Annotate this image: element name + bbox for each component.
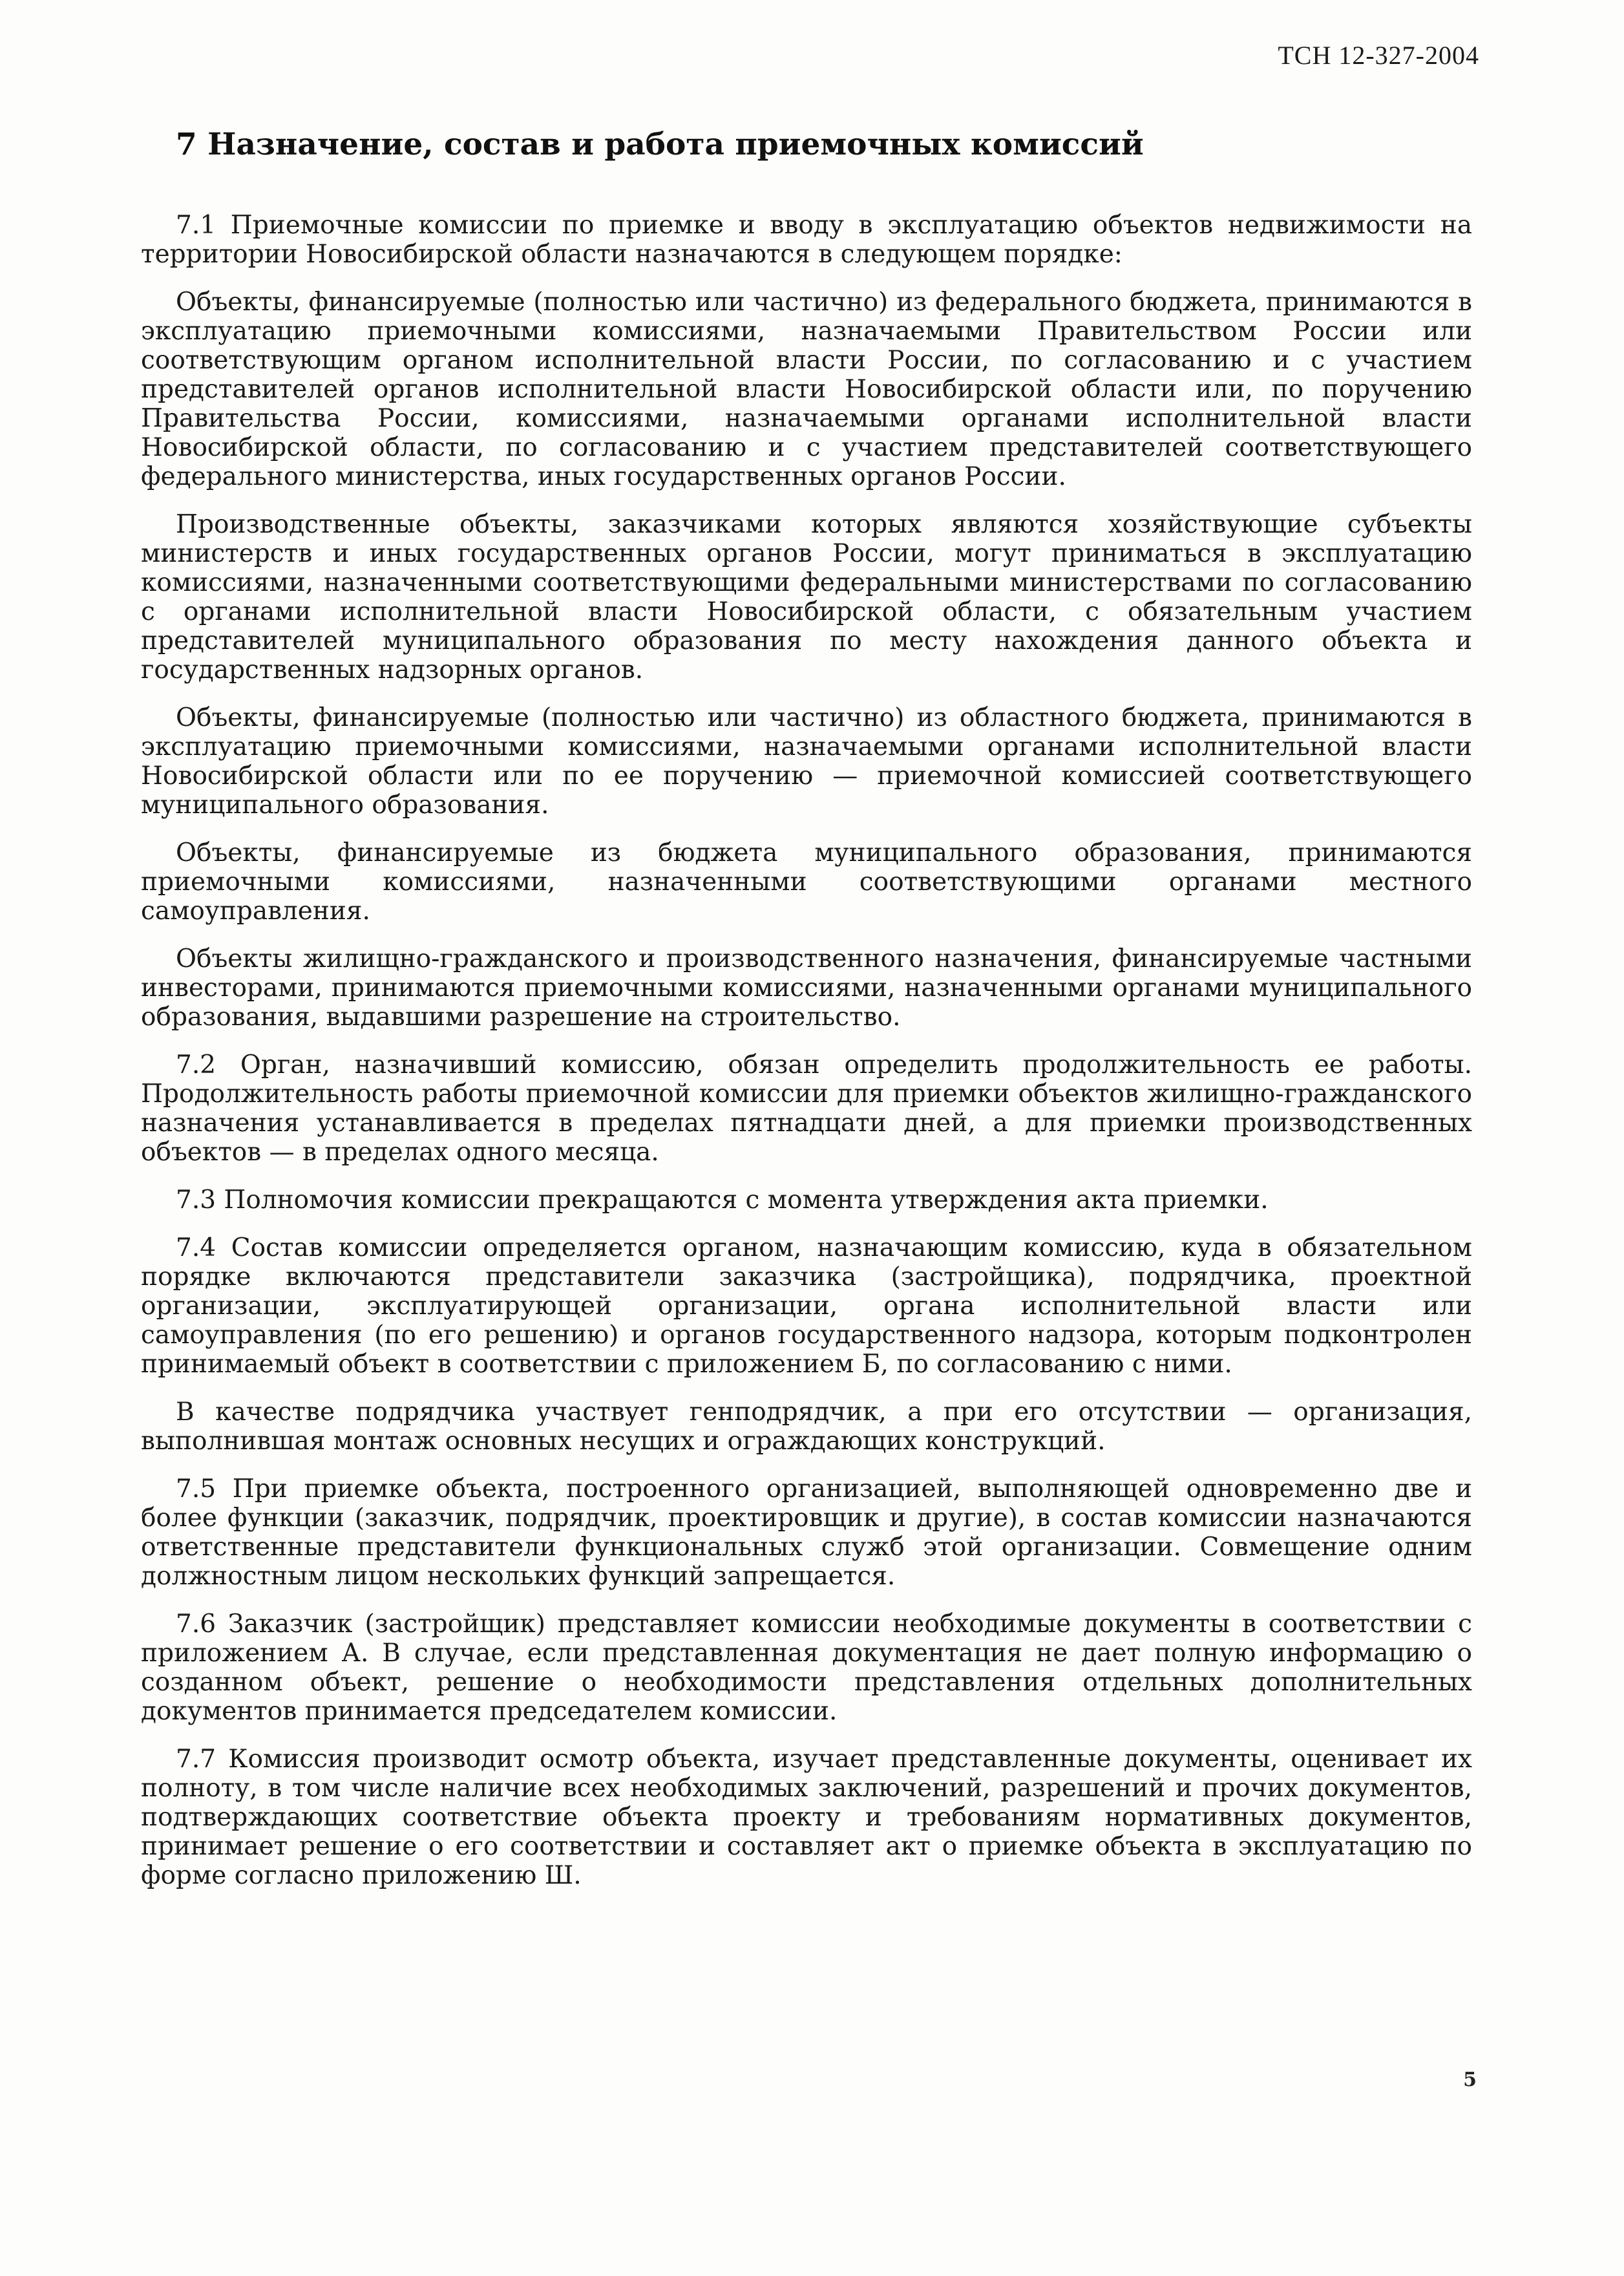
document-code: ТСН 12-327-2004 (1278, 41, 1479, 70)
paragraph-private-investors: Объекты жилищно-гражданского и производственного назначения, финансируемые частными инвесторами, принимаются приемочными комиссиями, назначенными органами муниципального образования, выдавшими разрешение на строительство. (141, 944, 1472, 1032)
page-number: 5 (1463, 2069, 1477, 2091)
paragraph-production-objects: Производственные объекты, заказчиками которых являются хозяйствующие субъекты министерств и иных государственных органов России, могут приниматься в эксплуатацию комиссиями, назначенными соответствующими федеральными министерствами по согласованию с органами исполнительной власти Новосибирской области, с обязательным участием представителей муниципального образования по месту нахождения данного объекта и государственных надзорных органов. (141, 510, 1472, 685)
paragraph-general-contractor: В качестве подрядчика участвует генподрядчик, а при его отсутствии — организация, выполнившая монтаж основных несущих и ограждающих конструкций. (141, 1398, 1472, 1456)
paragraph-7-7: 7.7 Комиссия производит осмотр объекта, изучает представленные документы, оценивает их полноту, в том числе наличие всех необходимых заключений, разрешений и прочих документов, подтверждающих соответствие объекта проекту и требованиям нормативных документов, принимает решение о его соответствии и составляет акт о приемке объекта в эксплуатацию по форме согласно приложению Ш. (141, 1745, 1472, 1890)
paragraph-7-2: 7.2 Орган, назначивший комиссию, обязан определить продолжительность ее работы. Продолжительность работы приемочной комиссии для приемки объектов жилищно-гражданского назначения устанавливается в пределах пятнадцати дней, а для приемки производственных объектов — в пределах одного месяца. (141, 1050, 1472, 1167)
paragraph-regional-budget: Объекты, финансируемые (полностью или частично) из областного бюджета, принимаются в эксплуатацию приемочными комиссиями, назначаемыми органами исполнительной власти Новосибирской области или по ее поручению — приемочной комиссией соответствующего муниципального образования. (141, 703, 1472, 820)
paragraph-7-3: 7.3 Полномочия комиссии прекращаются с момента утверждения акта приемки. (176, 1186, 1269, 1215)
paragraph-7-1: 7.1 Приемочные комиссии по приемке и вводу в эксплуатацию объектов недвижимости на территории Новосибирской области назначаются в следующем порядке: (141, 211, 1472, 269)
paragraph-federal-budget: Объекты, финансируемые (полностью или частично) из федерального бюджета, принимаются в эксплуатацию приемочными комиссиями, назначаемыми Правительством России или соответствующим органом исполнительной власти России, по согласованию и с участием представителей органов исполнительной власти Новосибирской области или, по поручению Правительства России, комиссиями, назначаемыми органами исполнительной власти Новосибирской области, по согласованию и с участием представителей соответствующего федерального министерства, иных государственных органов России. (141, 288, 1472, 491)
section-title: 7 Назначение, состав и работа приемочных комиссий (176, 127, 1144, 162)
paragraph-7-6: 7.6 Заказчик (застройщик) представляет комиссии необходимые документы в соответствии с приложением А. В случае, если представленная документация не дает полную информацию о созданном объект, решение о необходимости представления отдельных дополнительных документов принимается председателем комиссии. (141, 1610, 1472, 1726)
paragraph-7-4: 7.4 Состав комиссии определяется органом, назначающим комиссию, куда в обязательном порядке включаются представители заказчика (застройщика), подрядчика, проектной организации, эксплуатирующей организации, органа исполнительной власти или самоуправления (по его решению) и органов государственного надзора, которым подконтролен принимаемый объект в соответствии с приложением Б, по согласованию с ними. (141, 1233, 1472, 1379)
paragraph-municipal-budget: Объекты, финансируемые из бюджета муниципального образования, принимаются приемочными комиссиями, назначенными соответствующими органами местного самоуправления. (141, 838, 1472, 926)
section-body (141, 211, 1472, 1909)
paragraph-7-5: 7.5 При приемке объекта, построенного организацией, выполняющей одновременно две и более функции (заказчик, подрядчик, проектировщик и другие), в состав комиссии назначаются ответственные представители функциональных служб этой организации. Совмещение одним должностным лицом нескольких функций запрещается. (141, 1474, 1472, 1591)
